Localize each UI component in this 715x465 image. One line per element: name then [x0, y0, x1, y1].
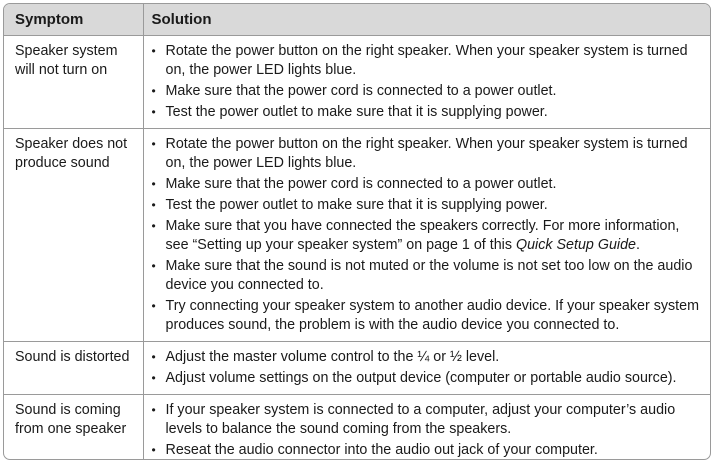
solution-cell [143, 128, 710, 341]
solution-item: • Rotate the power button on the right speaker. When your speaker system is turned on, the power LED lights blue. [149, 42, 707, 80]
symptom-cell: Speaker system will not turn on [15, 42, 118, 78]
solution-item: • Make sure that the power cord is connected to a power outlet. [149, 175, 707, 194]
solution-item: • Reseat the audio connector into the audio out jack of your computer. [149, 441, 707, 460]
solution-item [149, 217, 707, 255]
table-row [4, 128, 710, 341]
solution-item: • Make sure that the power cord is connected to a power outlet. [149, 82, 707, 101]
solution-cell [143, 394, 710, 460]
solution-item: • Make sure that the sound is not muted or the volume is not set too low on the audio device you connected to. [149, 257, 707, 295]
solution-item: • If your speaker system is connected to a computer, adjust your computer’s audio levels to balance the sound coming from the speakers. [149, 401, 707, 439]
table-row [4, 341, 710, 394]
solution-list [149, 135, 707, 335]
guide-title: Quick Setup Guide [515, 236, 636, 253]
troubleshooting-table [3, 3, 711, 460]
solution-cell [143, 341, 710, 394]
symptom-cell: Sound is coming from one speaker [4, 394, 143, 460]
header-row [4, 4, 710, 35]
solution-list [149, 401, 707, 460]
solution-column-header: Solution [143, 4, 710, 35]
solution-list [149, 42, 707, 122]
symptom-cell: Sound is distorted [4, 341, 143, 394]
solution-cell [143, 35, 710, 128]
table-row [4, 35, 710, 128]
solution-item-text: Make sure that you have connected the speakers correctly. For more information, see “Setting up your speaker system” on page 1 of this [165, 217, 680, 253]
symptom-cell: Speaker does not produce sound [4, 128, 143, 341]
solution-item-tail: . [635, 236, 640, 253]
troubleshooting-grid [4, 4, 710, 460]
solution-item: • Adjust the master volume control to the ¼ or ½ level. [149, 348, 707, 367]
solution-item: • Rotate the power button on the right speaker. When your speaker system is turned on, the power LED lights blue. [149, 135, 707, 173]
symptom-column-header: Symptom [4, 4, 143, 35]
table-row [4, 394, 710, 460]
solution-item: • Test the power outlet to make sure that it is supplying power. [149, 196, 707, 215]
solution-item: • Try connecting your speaker system to another audio device. If your speaker system produces sound, the problem is with the audio device you connected to. [149, 297, 707, 335]
solution-item: • Test the power outlet to make sure that it is supplying power. [149, 103, 707, 122]
solution-list [149, 348, 707, 388]
solution-item: • Adjust volume settings on the output device (computer or portable audio source). [149, 369, 707, 388]
